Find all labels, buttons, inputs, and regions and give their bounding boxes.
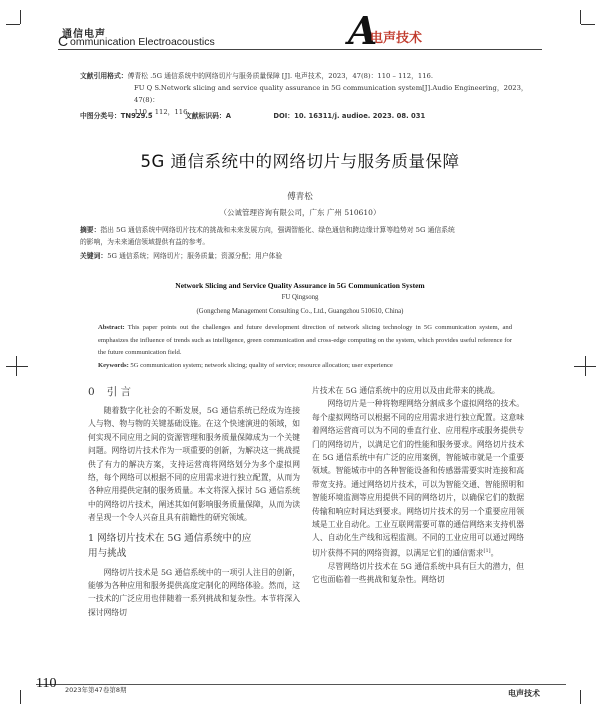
footer-journal-logo: 电声技术: [508, 689, 540, 698]
network-slicing-text: 网络切片是一种将物理网络分割成多个虚拟网络的技术。每个虚拟网络可以根据不同的应用需求进行独立配置。这意味着网络运营商可以为不同的垂直行业、应用程序或服务提供专门的网络切片，以满足它们的性能和服务要求。网络切片技术在 5G 通信系统中有广泛的应用案例，智能城市就是一个重要领域。智能城市中的各种智能设备和传感器需要实时连接和高带宽支持。通过网络切片技术，可以为智能交通、智能照明和智能环境监测等应用提供不同的网络切片，以确保它们的数据传输和响应时间达到要求。网络切片技术的另一个重要应用领域是工业自动化。工业互联网需要可靠的通信网络来支持机器人、自动化生产线和远程监测。不同的工业应用可以通过网络切片获得不同的网络资源，以满足它们的通信需求: [312, 399, 524, 558]
clc-label: 中图分类号：: [80, 112, 121, 120]
challenges-paragraph: 尽管网络切片技术在 5G 通信系统中具有巨大的潜力，但它也面临着一些挑战和复杂性。网络切: [312, 561, 524, 585]
section-1-title-line1: 1 网络切片技术在 5G 通信系统中的应: [88, 532, 252, 544]
section-1-paragraph-block: [88, 566, 300, 620]
journal-logo-letter: A: [348, 8, 378, 53]
abstract-en-text: This paper points out the challenges and future development direction of network slicing technology in 5G communication system, and emphasizes the influence of trends such as intelligence, green communication and cross-edge computing on the system, which provides useful reference for the future communication field.: [98, 324, 512, 356]
citation-cn: 傅青松 .5G 通信系统中的网络切片与服务质量保障 [J]. 电声技术，2023，47(8)：110 – 112，116.: [127, 72, 434, 80]
right-column: [312, 384, 524, 587]
network-slicing-paragraph: [312, 397, 524, 559]
journal-name-initial: C: [58, 33, 69, 49]
section-heading-1: [88, 531, 300, 561]
right-column-text: [312, 384, 524, 587]
author-name: 傅青松: [287, 192, 313, 202]
crop-mark: [580, 10, 581, 24]
paragraph-end: 。: [490, 548, 499, 558]
issue-info: 2023年第47卷第8期: [65, 686, 127, 694]
clc-value: TN929.5: [120, 112, 153, 120]
paper-title: 5G 通信系统中的网络切片与服务质量保障: [140, 152, 460, 171]
citation-en: FU Q S.Network slicing and service quality assurance in 5G communication system[J].Audio Engineering，2023，47(8)：: [134, 84, 528, 104]
section-1-paragraph: 网络切片技术是 5G 通信系统中的一项引人注目的创新，能够为各种应用和服务提供高度定制化的网络体验。然而，这一技术的广泛应用也伴随着一系列挑战和复杂性。本节将深入探讨网络切: [88, 567, 300, 617]
paper-title-en: Network Slicing and Service Quality Assurance in 5G Communication System: [175, 281, 425, 290]
crop-mark: [581, 24, 595, 25]
author-affiliation-en: (Gongcheng Management Consulting Co., Ltd., Guangzhou 510610, China): [196, 308, 404, 315]
crop-mark: [20, 10, 21, 24]
abstract-cn-line2: 的影响，为未来通信领域提供有益的参考。: [80, 238, 210, 246]
keywords-en-text: 5G communication system; network slicing; quality of service; resource allocation; user experience: [128, 361, 393, 369]
journal-name-cn: 通信电声: [62, 29, 106, 40]
keywords-en-label: Keywords:: [98, 361, 129, 369]
doi-label: DOI：: [273, 112, 295, 120]
citation-label: 文献引用格式：: [80, 72, 128, 80]
section-title: 引 言: [106, 386, 132, 398]
crop-mark: [6, 24, 20, 25]
doc-code-value: A: [225, 112, 231, 120]
author-name-en: FU Qingsong: [281, 294, 319, 301]
doc-code-label: 文献标识码：: [184, 112, 226, 120]
crop-mark: [574, 366, 596, 367]
intro-paragraph-block: [88, 404, 300, 525]
header-rule: [58, 49, 542, 50]
abstract-en-label: Abstract:: [98, 324, 125, 331]
crop-mark: [6, 366, 28, 367]
section-heading-intro: [88, 384, 300, 399]
crop-mark: [20, 690, 21, 704]
classification-line: [80, 110, 550, 122]
abstract-en: [98, 322, 512, 372]
abstract-label: 摘要：: [80, 226, 101, 234]
continued-paragraph: 片技术在 5G 通信系统中的应用以及由此带来的挑战。: [312, 386, 500, 395]
page-number: 110: [36, 676, 57, 691]
journal-logo-text: 电声技术: [370, 31, 423, 46]
left-column: [88, 384, 300, 619]
citation-en-cont: 110 – 112，116.: [134, 108, 190, 116]
section-number: 0: [88, 386, 95, 398]
keywords-cn: 5G 通信系统；网络切片；服务质量；资源分配；用户体验: [107, 252, 283, 260]
abstract-cn: [80, 224, 540, 262]
author-affiliation: （公诚管理咨询有限公司，广东 广州 510610）: [219, 208, 381, 217]
reference-marker: [1]: [483, 547, 491, 554]
crop-mark: [580, 690, 581, 704]
abstract-cn-line1: 指出 5G 通信系统中网络切片技术的挑战和未来发展方向，强调智能化、绿色通信和跨边缘计算等趋势对 5G 通信系统: [100, 226, 455, 234]
section-1-title-line2: 用与挑战: [88, 547, 127, 559]
journal-name-en: ommunication Electroacoustics: [70, 36, 215, 48]
intro-paragraph: 随着数字化社会的不断发展，5G 通信系统已经成为连接人与物、物与物的关键基础设施。在这个快速演进的领域，如何实现不同应用之间的资源管理和服务质量保障成为一个关键问题。网络切片技术作为一项重要的创新，为解决这一挑战提供了有力的解决方案，支持运营商将网络划分为多个虚拟网络，每个网络可以根据不同的应用需求进行独立配置，从而为各种应用提供定制的服务质量。本文将深入探讨 5G 通信系统中的网络切片技术，阐述其如何影响服务质量保障，从而为读者呈现一个令人兴奋且具有前瞻性的研究领域。: [88, 406, 300, 523]
doi-value: 10. 16311/j. audioe. 2023. 08. 031: [294, 112, 426, 120]
keywords-label: 关键词：: [80, 252, 108, 260]
